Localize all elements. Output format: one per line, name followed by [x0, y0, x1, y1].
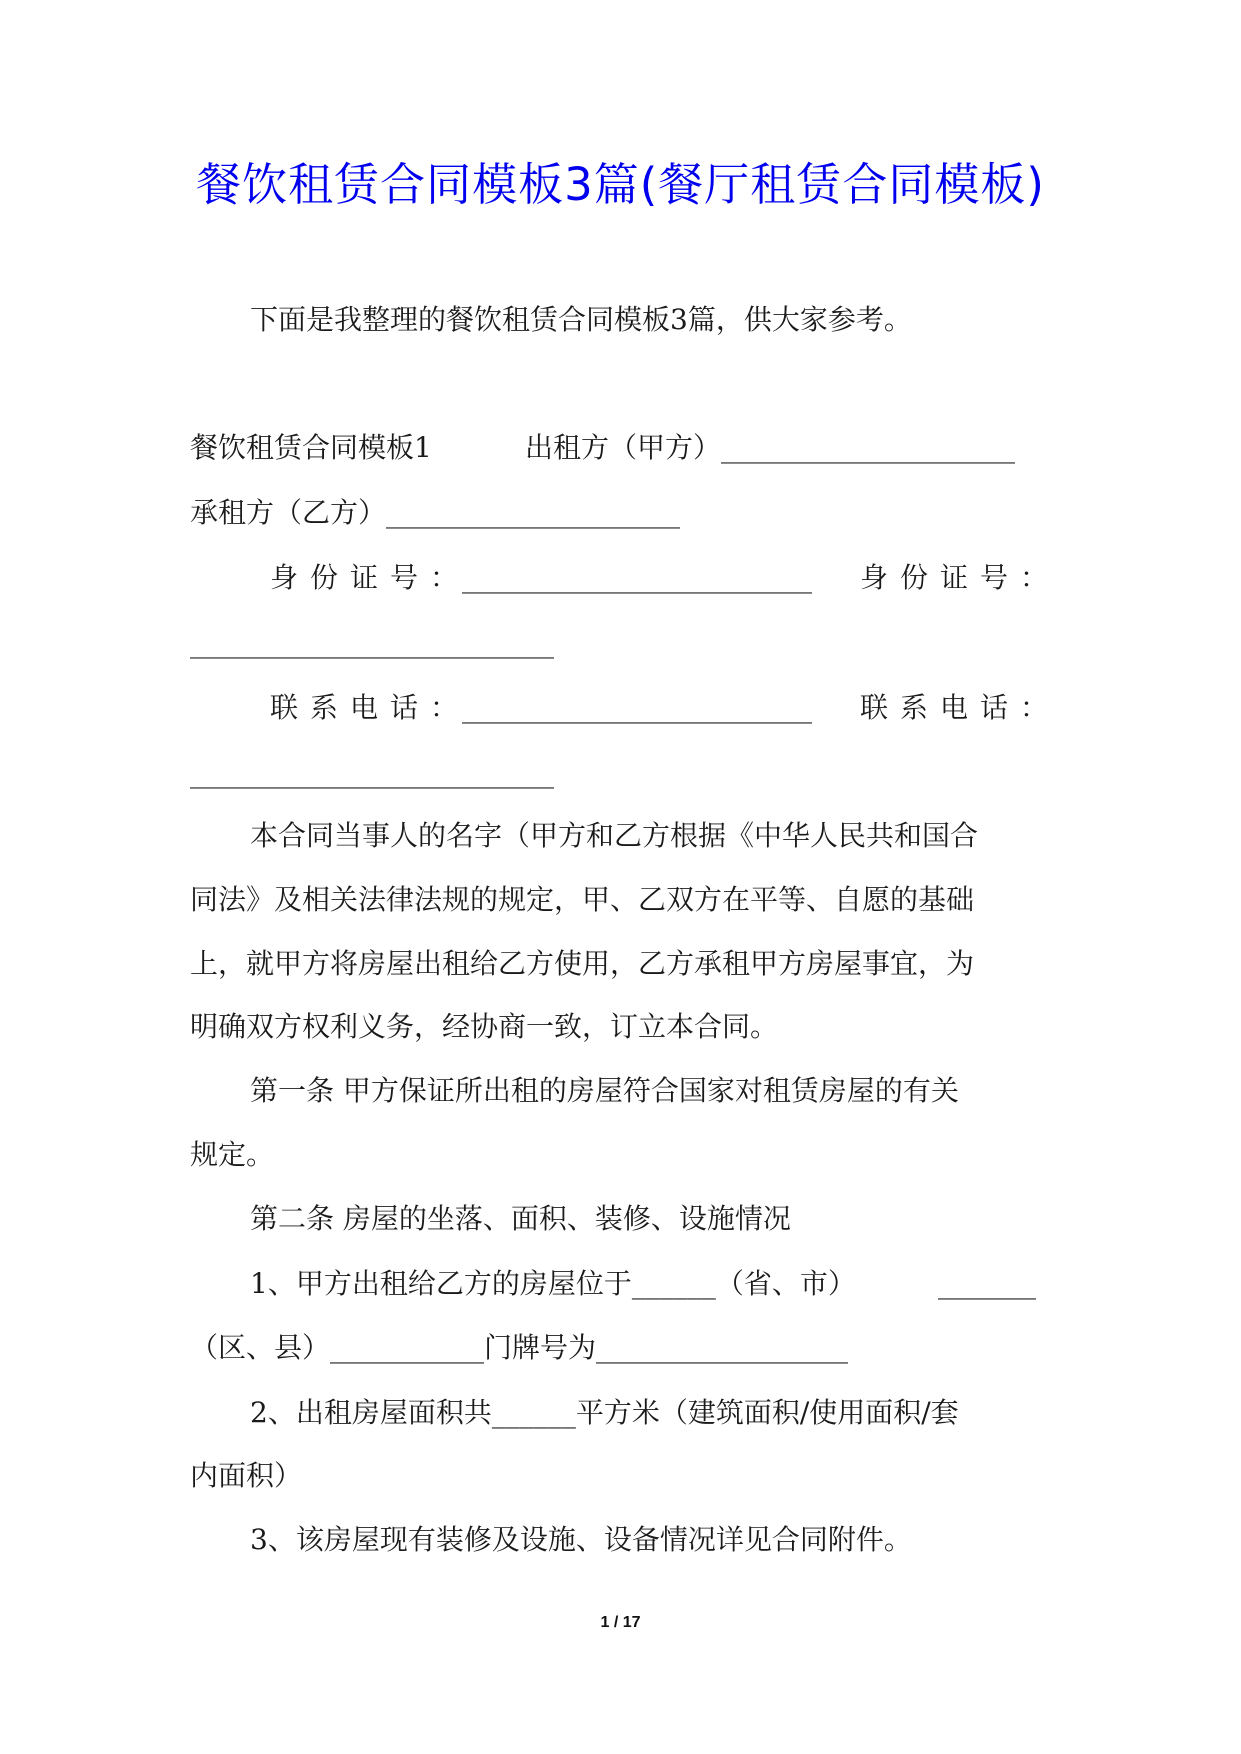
- phone-blank-1: _________________________: [462, 691, 812, 724]
- article-2: 第二条 房屋的坐落、面积、装修、设施情况: [250, 1202, 791, 1235]
- clause-2: 2、出租房屋面积共______平方米（建筑面积/使用面积/套: [250, 1396, 959, 1429]
- paragraph-line: 上，就甲方将房屋出租给乙方使用，乙方承租甲方房屋事宜，为: [190, 947, 975, 980]
- paragraph-line: 明确双方权利义务，经协商一致，订立本合同。: [190, 1010, 779, 1043]
- lessor-field: 出租方（甲方）_____________________: [525, 431, 1016, 464]
- template-heading: 餐饮租赁合同模板1: [190, 431, 432, 464]
- phone-label-2: 联系电话：: [860, 691, 1061, 724]
- clause-1: 1、甲方出租给乙方的房屋位于______（省、市）: [250, 1267, 856, 1300]
- clause-2-cont: 内面积）: [190, 1459, 303, 1492]
- id-label-1: 身份证号：: [270, 561, 471, 594]
- id-blank-1: _________________________: [462, 561, 812, 594]
- lessee-field: 承租方（乙方）_____________________: [190, 496, 681, 529]
- clause-1-blank: _______: [938, 1267, 1036, 1300]
- document-title: 餐饮租赁合同模板3篇(餐厅租赁合同模板): [196, 158, 1045, 211]
- paragraph-line: 同法》及相关法律法规的规定，甲、乙双方在平等、自愿的基础: [190, 883, 975, 916]
- page-number: 1 / 17: [600, 1614, 641, 1631]
- clause-3: 3、该房屋现有装修及设施、设备情况详见合同附件。: [250, 1523, 912, 1556]
- id-label-2: 身份证号：: [860, 561, 1061, 594]
- phone-blank-2: __________________________: [190, 756, 554, 789]
- paragraph-line: 本合同当事人的名字（甲方和乙方根据《中华人民共和国合: [250, 819, 979, 852]
- intro-text: 下面是我整理的餐饮租赁合同模板3篇，供大家参考。: [250, 303, 912, 336]
- article-1: 第一条 甲方保证所出租的房屋符合国家对租赁房屋的有关: [250, 1074, 959, 1107]
- phone-label-1: 联系电话：: [270, 691, 471, 724]
- article-1-cont: 规定。: [190, 1138, 275, 1171]
- clause-1-cont: （区、县）___________门牌号为__________________: [190, 1331, 849, 1364]
- id-blank-2: __________________________: [190, 626, 554, 659]
